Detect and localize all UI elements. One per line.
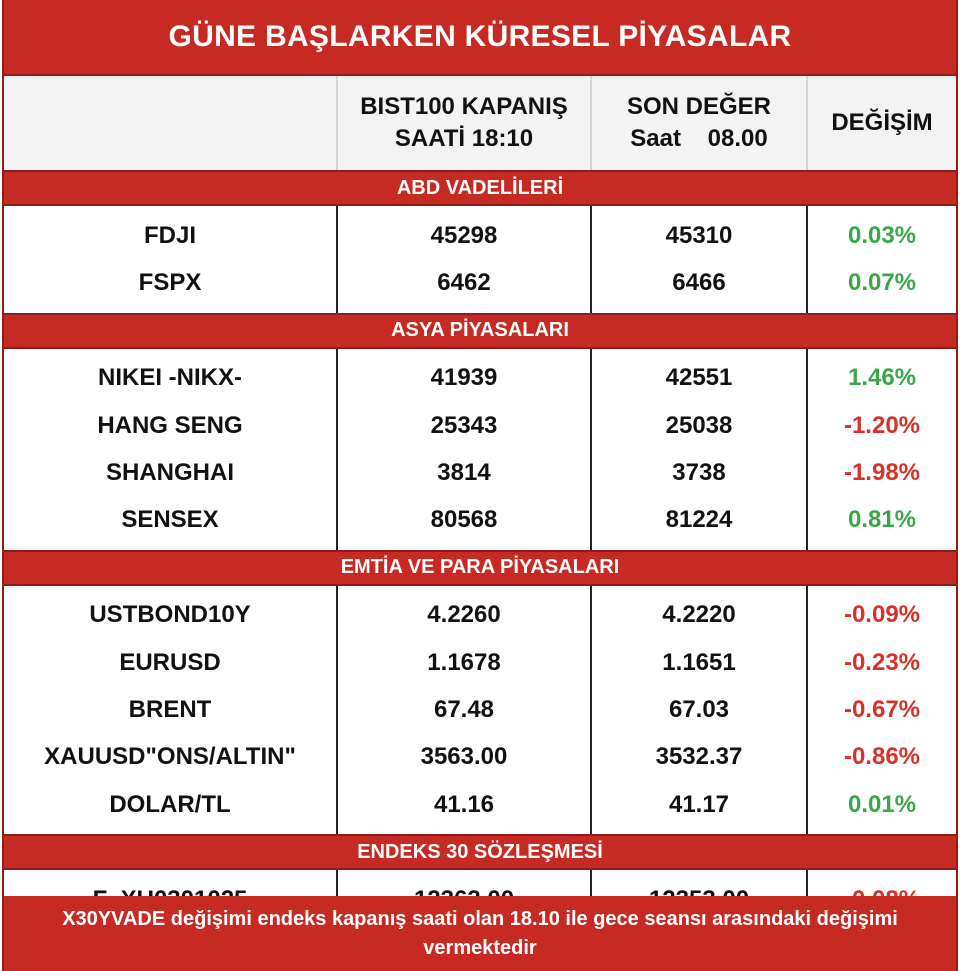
instrument-name: BRENT [128,696,212,724]
header-close [338,76,592,170]
instrument-name: EURUSD [119,648,221,676]
header-change-label: DEĞİŞİM [831,108,933,136]
table-header [4,76,956,172]
column-instrument-name [4,586,338,834]
close-value: 25343 [430,411,498,439]
change-value: -1.98% [843,458,921,486]
close-value: 4.2260 [427,601,501,629]
column-change-value [808,349,956,550]
instrument-name: SHANGHAI [105,458,234,486]
column-last-value [592,206,808,313]
change-value: -0.23% [843,648,921,676]
instrument-name: DOLAR/TL [109,790,231,818]
section-title: ABD VADELİLERİ [4,172,956,206]
close-value: 80568 [430,506,498,534]
change-value: 1.46% [847,364,917,392]
header-close-line1: BIST100 KAPANIŞ [360,92,568,120]
column-change-value [808,206,956,313]
column-last-value [592,586,808,834]
page-title: GÜNE BAŞLARKEN KÜRESEL PİYASALAR [4,0,956,76]
column-close-value [338,206,592,313]
last-value: 3532.37 [655,743,743,771]
last-value: 42551 [665,364,733,392]
change-value: 0.81% [847,506,917,534]
column-close-value [338,349,592,550]
header-close-line2: SAATİ 18:10 [394,125,534,152]
instrument-name: HANG SENG [97,411,243,439]
change-value: 0.07% [847,268,917,296]
last-value: 45310 [665,221,733,249]
change-value: -0.67% [843,696,921,724]
change-value: 0.03% [847,221,917,249]
last-value: 4.2220 [662,601,736,629]
column-last-value [592,349,808,550]
instrument-name: FSPX [138,268,202,296]
column-change-value [808,586,956,834]
last-value: 3738 [672,458,726,486]
column-instrument-name [4,349,338,550]
last-value: 25038 [665,411,733,439]
close-value: 45298 [430,221,498,249]
section-title: EMTİA VE PARA PİYASALARI [4,552,956,586]
last-value: 6466 [672,268,726,296]
column-close-value [338,586,592,834]
section-group [4,586,956,836]
instrument-name: FDJI [143,221,196,249]
header-last-line2: Saat 08.00 [630,125,768,152]
section-title: ENDEKS 30 SÖZLEŞMESİ [4,836,956,870]
instrument-name: NIKEI -NIKX- [98,364,242,392]
last-value: 1.1651 [662,648,736,676]
close-value: 6462 [437,268,491,296]
header-change [808,76,956,170]
close-value: 41939 [430,364,498,392]
close-value: 3814 [437,458,491,486]
close-value: 41.16 [433,790,495,818]
last-value: 41.17 [668,790,730,818]
header-last-line1: SON DEĞER [626,92,772,120]
footer-note: X30YVADE değişimi endeks kapanış saati olan 18.10 ile gece seansı arasındaki değişimi vermektedir [4,896,956,971]
change-value: -0.09% [843,601,921,629]
change-value: 0.01% [847,790,917,818]
last-value: 81224 [665,506,733,534]
header-instrument [4,76,338,170]
section-group [4,206,956,315]
sections-container [4,172,956,932]
change-value: -1.20% [843,411,921,439]
header-last [592,76,808,170]
last-value: 67.03 [668,696,730,724]
instrument-name: SENSEX [121,506,219,534]
section-group [4,349,956,552]
close-value: 3563.00 [420,743,508,771]
instrument-name: XAUUSD"ONS/ALTIN" [44,743,296,771]
column-instrument-name [4,206,338,313]
instrument-name: USTBOND10Y [89,601,251,629]
market-board [2,0,958,971]
section-title: ASYA PİYASALARI [4,315,956,349]
close-value: 67.48 [433,696,495,724]
close-value: 1.1678 [427,648,501,676]
change-value: -0.86% [843,743,921,771]
